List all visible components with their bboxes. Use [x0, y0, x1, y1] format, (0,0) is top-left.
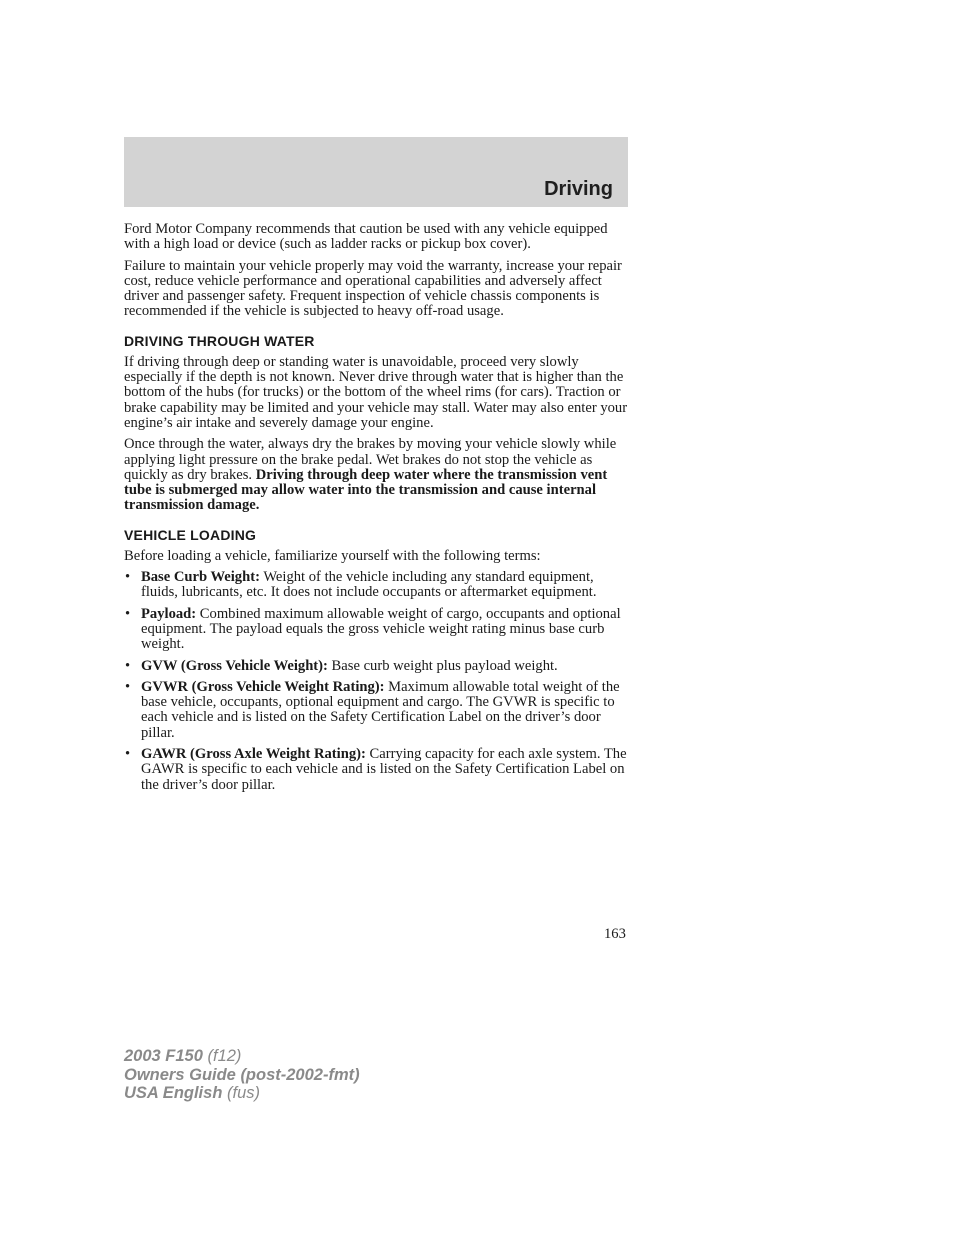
term-definition: Weight of the vehicle including any standard equipment, fluids, lubricants, etc. It does not include occupants or aftermarket equipment. — [141, 569, 597, 601]
list-item — [124, 747, 630, 793]
intro-paragraph-2: Failure to maintain your vehicle properly may void the warranty, increase your repair cost, reduce vehicle performance and operational capabilities and adversely affect driver and passenger safety. Frequent inspection of vehicle chassis components is recommended if the vehicle is subjected to heavy off-road usage. — [124, 257, 622, 320]
footer-line-model — [124, 1047, 360, 1066]
water-paragraph-1: If driving through deep or standing water is unavoidable, proceed very slowly especially if the depth is not known. Never drive through water that is higher than the bottom of the hubs (for trucks) or the bottom of the wheel rims (for cars). Traction or brake capability may be limited and your vehicle may stall. Water may also enter your engine’s air intake and severely damage your engine. — [124, 353, 628, 431]
loading-intro: Before loading a vehicle, familiarize yourself with the following terms: — [124, 547, 541, 564]
section-header-band — [124, 137, 628, 207]
term-label: Base Curb Weight: — [141, 569, 260, 586]
bullet-icon: • — [125, 605, 131, 622]
water-warning-text: Driving through deep water where the transmission vent tube is submerged may allow water into the transmission and cause internal transmission damage. — [124, 466, 608, 514]
term-label: GAWR (Gross Axle Weight Rating): — [141, 746, 366, 763]
bullet-icon: • — [125, 746, 131, 763]
footer-line-language — [124, 1084, 360, 1103]
term-label: GVW (Gross Vehicle Weight): — [141, 657, 328, 674]
heading-driving-through-water: DRIVING THROUGH WATER — [124, 332, 315, 349]
footer-model: 2003 F150 — [124, 1047, 203, 1065]
water-paragraph-2 — [124, 437, 630, 513]
list-item — [124, 659, 630, 674]
term-definition: Carrying capacity for each axle system. The GAWR is specific to each vehicle and is listed on the Safety Certification Label on the driver’s door pillar. — [141, 746, 627, 793]
bullet-icon: • — [125, 678, 131, 695]
list-item — [124, 607, 630, 653]
water-paragraph-2-text: Once through the water, always dry the brakes by moving your vehicle slowly while applying light pressure on the brake pedal. Wet brakes do not stop the vehicle as quickly as dry brakes. — [124, 436, 617, 483]
term-definition: Maximum allowable total weight of the base vehicle, occupants, optional equipment and cargo. The GVWR is specific to each vehicle and is listed on the Safety Certification Label on the driver’s door pillar. — [141, 678, 620, 741]
term-label: Payload: — [141, 605, 197, 622]
bullet-icon: • — [125, 657, 131, 674]
section-title: Driving — [544, 178, 613, 200]
footer-language: USA English — [124, 1084, 223, 1102]
footer-line-guide: Owners Guide (post-2002-fmt) — [124, 1065, 360, 1084]
list-item — [124, 680, 630, 741]
bullet-icon: • — [125, 569, 131, 586]
term-label: GVWR (Gross Vehicle Weight Rating): — [141, 678, 385, 695]
list-item — [124, 570, 630, 601]
document-footer — [124, 1047, 360, 1103]
footer-language-code: (fus) — [227, 1084, 260, 1102]
footer-model-code: (f12) — [207, 1047, 242, 1065]
loading-terms-list — [124, 570, 630, 793]
page-content — [124, 222, 630, 799]
heading-vehicle-loading: VEHICLE LOADING — [124, 526, 257, 543]
intro-paragraph-1: Ford Motor Company recommends that caution be used with any vehicle equipped with a high load or device (such as ladder racks or pickup box cover). — [124, 221, 608, 253]
term-definition: Base curb weight plus payload weight. — [331, 657, 558, 674]
term-definition: Combined maximum allowable weight of cargo, occupants and optional equipment. The payload equals the gross vehicle weight rating minus base curb weight. — [141, 605, 621, 653]
page-number: 163 — [604, 926, 626, 942]
